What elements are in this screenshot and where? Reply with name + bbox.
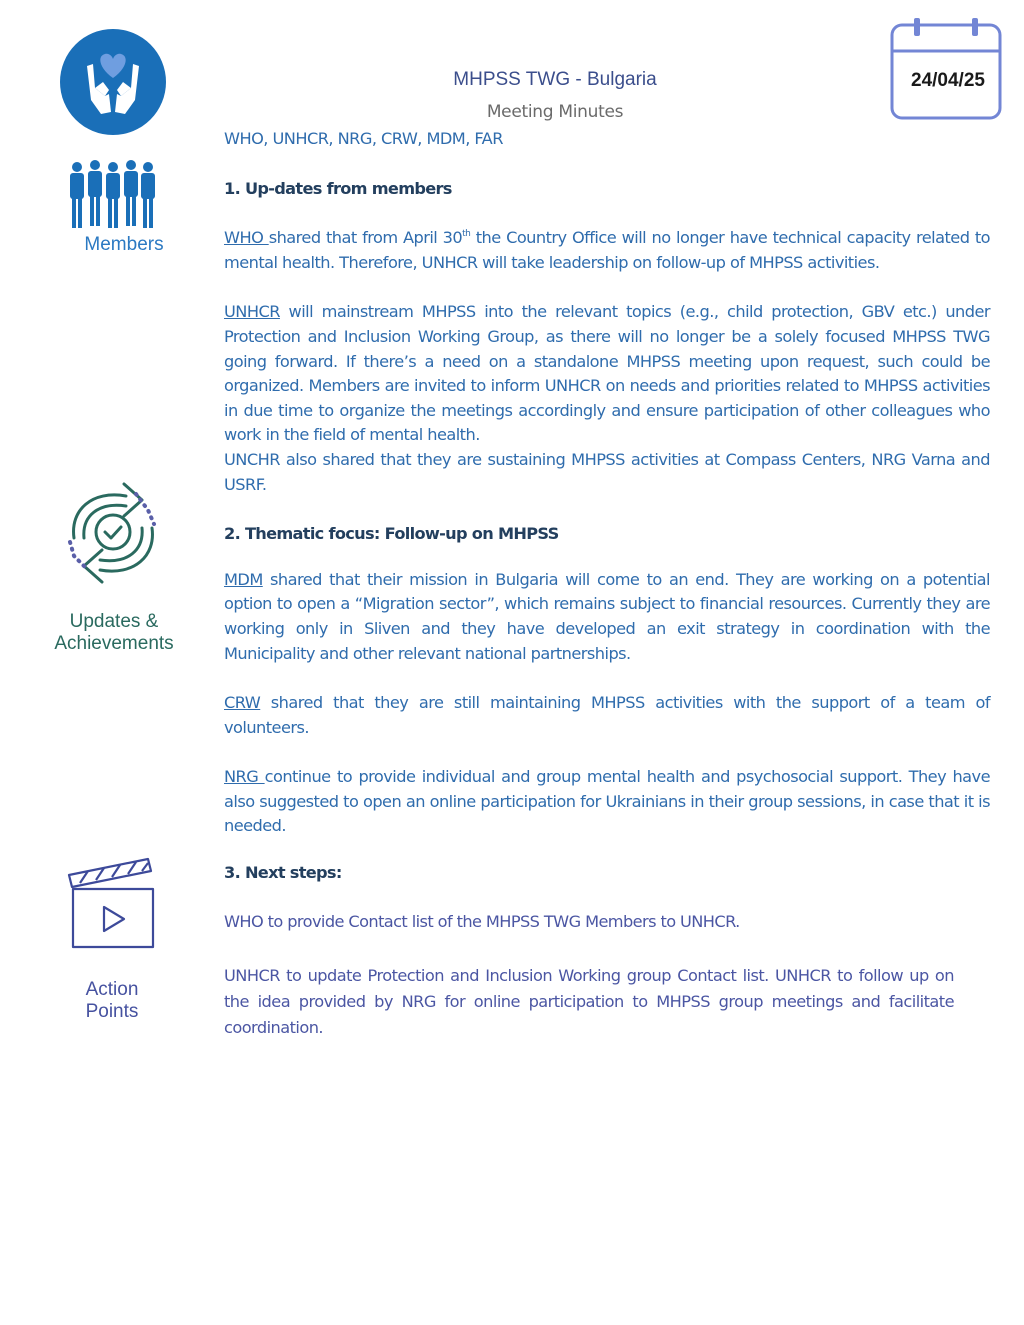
people-group-icon [68,160,158,230]
section-heading-next-steps: 3. Next steps: [224,863,342,883]
minutes-body [224,127,990,1041]
action-label-line2: Points [85,1001,139,1022]
members-label: Members [84,234,164,255]
paragraph-unhcr-extra: UNCHR also shared that they are sustaining MHPSS activities at Compass Centers, NRG Varna and USRF. [224,449,990,494]
paragraph-text: shared that they are still maintaining MHPSS activities with the support of a team of volunteers. [224,693,990,737]
ordinal-suffix: th [462,229,471,240]
next-step-item: WHO to provide Contact list of the MHPSS TWG Members to UNHCR. [224,911,740,931]
org-nrg: NRG [224,767,265,787]
org-mdm: MDM [224,569,263,589]
clapperboard-play-icon [66,857,156,951]
refresh-check-icon [62,476,164,590]
paragraph-text: will mainstream MHPSS into the relevant topics (e.g., child protection, GBV etc.) under Protection and Inclusion Working Group, as there will no longer be a solely focused MHPSS TWG going forward. If there’s a need on a standalone MHPSS meeting upon request, such could be organized. Members are invited to inform UNHCR on needs and priorities related to MHPSS activities in due time to organize the meetings accordingly and ensure participation of other colleagues who work in the field of mental health. [224,302,990,445]
attendees-list: WHO, UNHCR, NRG, CRW, MDM, FAR [224,129,503,148]
updates-label-line2: Achievements [54,633,174,654]
next-step-item: UNHCR to update Protection and Inclusion Working group Contact list. UNHCR to follow up on the idea provided by NRG for online participation to MHPSS group meetings and facilitate coordination. [224,966,954,1038]
paragraph-text: shared that from April 30 [268,228,463,248]
action-points-label [62,979,162,1023]
paragraph-text: shared that their mission in Bulgaria will come to an end. They are working on a potential option to open a “Migration sector”, which remains subject to financial resources. Currently they are working only in Sliven and they have developed an exit strategy in coordination with the Municipality and other relevant national partnerships. [224,569,990,663]
org-unhcr: UNHCR [224,302,280,322]
section-heading-thematic: 2. Thematic focus: Follow-up on MHPSS [224,524,559,544]
paragraph-text: continue to provide individual and group mental health and psychosocial support. They have also suggested to open an online participation for Ukrainians in their group sessions, in case that it is needed. [224,767,990,836]
paragraph-text: the Country Office will no longer have technical capacity related to mental health. Therefore, UNHCR will take leadership on follow-up of MHPSS activities. [224,228,990,272]
paragraph-unhcr [224,300,990,448]
document-title: MHPSS TWG - Bulgaria [453,69,657,90]
org-who: WHO [224,228,269,248]
paragraph-who [224,226,990,275]
paragraph-mdm [224,568,990,666]
paragraph-nrg [224,765,990,839]
section-heading-updates: 1. Up-dates from members [224,178,452,198]
updates-achievements-label [34,611,194,655]
document-subtitle: Meeting Minutes [486,102,624,122]
updates-label-line1: Updates & [69,611,159,632]
action-label-line1: Action [85,979,139,1000]
calendar-icon [890,17,1002,121]
paragraph-crw [224,691,990,740]
meeting-date: 24/04/25 [911,70,985,91]
org-crw: CRW [224,693,261,713]
